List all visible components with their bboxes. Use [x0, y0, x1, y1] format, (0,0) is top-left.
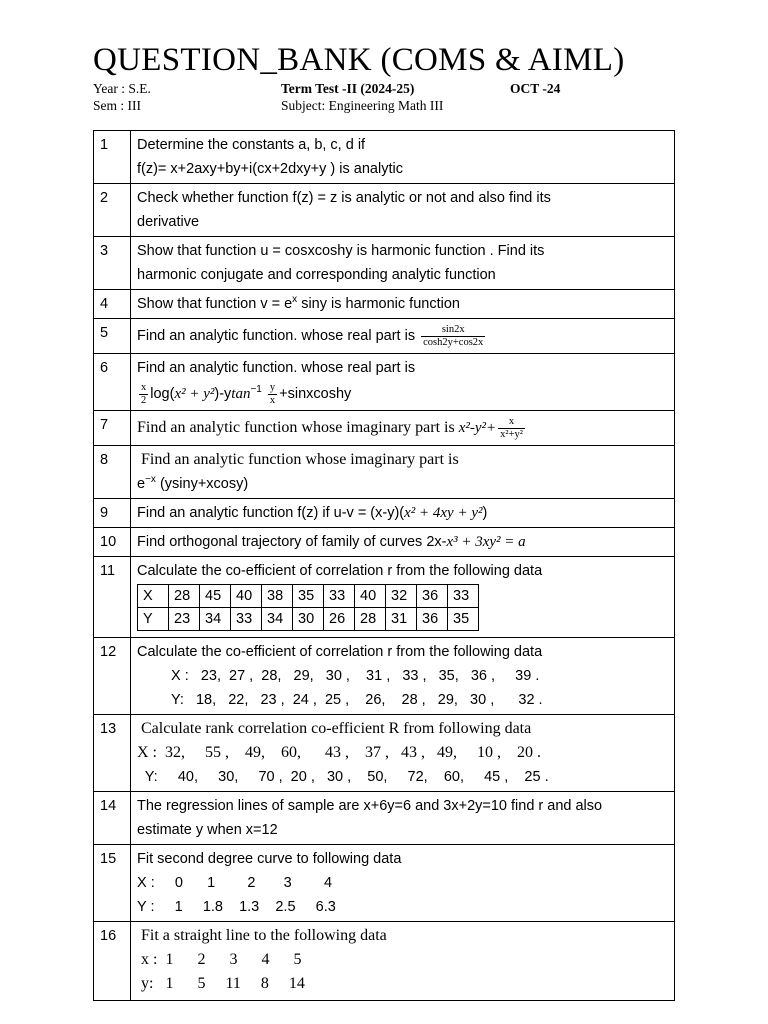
- question-number: 7: [94, 411, 131, 446]
- question-number: 9: [94, 499, 131, 528]
- question-number: 1: [94, 131, 131, 184]
- term-label: Term Test -II (2024-25): [281, 81, 415, 96]
- sem-label: Sem : III: [93, 98, 141, 113]
- subject-label: Subject: Engineering Math III: [281, 98, 444, 113]
- question-row: [94, 354, 675, 411]
- question-text: Find an analytic function. whose real part is $\frac{x}{2}$ log(x² + y²)-ytan$^{-1}$ $\frac{y}{x}$ +sinxcoshy: [131, 354, 675, 411]
- question-row: [94, 557, 675, 638]
- question-row: [94, 184, 675, 237]
- question-text: Check whether function f(z) = z is analytic or not and also find its derivative: [131, 184, 675, 237]
- fraction: $\frac{x}{\text{x²+y²}}$: [500, 415, 523, 440]
- question-number: 8: [94, 446, 131, 499]
- question-row: [94, 499, 675, 528]
- question-number: 10: [94, 528, 131, 557]
- question-text: Show that function $v = e^x$ siny is harmonic function: [131, 290, 675, 319]
- question-number: 4: [94, 290, 131, 319]
- fraction: $\frac{y}{x}$: [269, 381, 276, 406]
- question-row: [94, 845, 675, 922]
- question-row: [94, 237, 675, 290]
- fraction: $\frac{x}{2}$: [141, 381, 147, 406]
- question-row: [94, 922, 675, 1001]
- question-text: Calculate the co-efficient of correlation r from the following data X : 23, 27 , 28, 29, 30 , 31 , 33 , 35, 36 , 39 . Y: 18, 22, 23 , 24 , 25 , 26, 28 , 29, 30 , 32 .: [131, 638, 675, 715]
- question-number: 11: [94, 557, 131, 638]
- correlation-data-table: [137, 584, 479, 631]
- data-row-y: Y 23 34 33 34 30 26 28 31 36 35: [138, 608, 479, 631]
- question-text: Find orthogonal trajectory of family of curves 2x-x³ + 3xy² = a: [131, 528, 675, 557]
- question-row: [94, 792, 675, 845]
- question-text: Fit second degree curve to following data X : 0 1 2 3 4 Y : 1 1.8 1.3 2.5 6.3: [131, 845, 675, 922]
- month-label: OCT -24: [510, 81, 561, 96]
- question-number: 6: [94, 354, 131, 411]
- fraction: $\frac{\sin 2x}{\cosh 2y+\cos 2x}$: [423, 323, 484, 348]
- question-number: 14: [94, 792, 131, 845]
- question-text: Show that function u = cosxcoshy is harmonic function . Find its harmonic conjugate and corresponding analytic function: [131, 237, 675, 290]
- question-text: The regression lines of sample are x+6y=6 and 3x+2y=10 find r and also estimate y when x=12: [131, 792, 675, 845]
- question-row: [94, 290, 675, 319]
- data-row-x: X 28 45 40 38 35 33 40 32 36 33: [138, 585, 479, 608]
- question-text: Determine the constants a, b, c, d if f(z)= x+2axy+by+i(cx+2dxy+y ) is analytic: [131, 131, 675, 184]
- question-row: [94, 446, 675, 499]
- question-table: [93, 130, 675, 1001]
- question-row: [94, 638, 675, 715]
- question-row: [94, 131, 675, 184]
- question-number: 3: [94, 237, 131, 290]
- question-number: 12: [94, 638, 131, 715]
- page-title: QUESTION_BANK (COMS & AIML): [93, 42, 625, 78]
- question-number: 2: [94, 184, 131, 237]
- question-number: 13: [94, 715, 131, 792]
- question-text: Find an analytic function f(z) if u-v = (x-y)(x² + 4xy + y²): [131, 499, 675, 528]
- question-row: [94, 411, 675, 446]
- question-row: [94, 528, 675, 557]
- question-text: Calculate rank correlation co-efficient R from following data X : 32, 55 , 49, 60, 43 , 37 , 43 , 49, 10 , 20 . Y: 40, 30, 70 , 20 , 30 , 50, 72, 60, 45 , 25 .: [131, 715, 675, 792]
- question-number: 16: [94, 922, 131, 1001]
- question-number: 15: [94, 845, 131, 922]
- year-label: Year : S.E.: [93, 81, 151, 96]
- question-text: Fit a straight line to the following data x : 1 2 3 4 5 y: 1 5 11 8 14: [131, 922, 675, 1001]
- question-text: Find an analytic function. whose real part is $\frac{\sin 2x}{\cosh 2y+\cos 2x}$: [131, 319, 675, 354]
- question-text: Find an analytic function whose imaginary part is $e^{-x}$ (ysiny+xcosy): [131, 446, 675, 499]
- question-text: Calculate the co-efficient of correlation r from the following data X 28 45 40 38 35 33 40 32 36 33 Y 23 34 33 34 30 26 28 31 36 35: [131, 557, 675, 638]
- question-number: 5: [94, 319, 131, 354]
- question-text: Find an analytic function whose imaginary part is x²-y²+ $\frac{x}{\text{x²+y²}}$: [131, 411, 675, 446]
- question-row: [94, 715, 675, 792]
- question-row: [94, 319, 675, 354]
